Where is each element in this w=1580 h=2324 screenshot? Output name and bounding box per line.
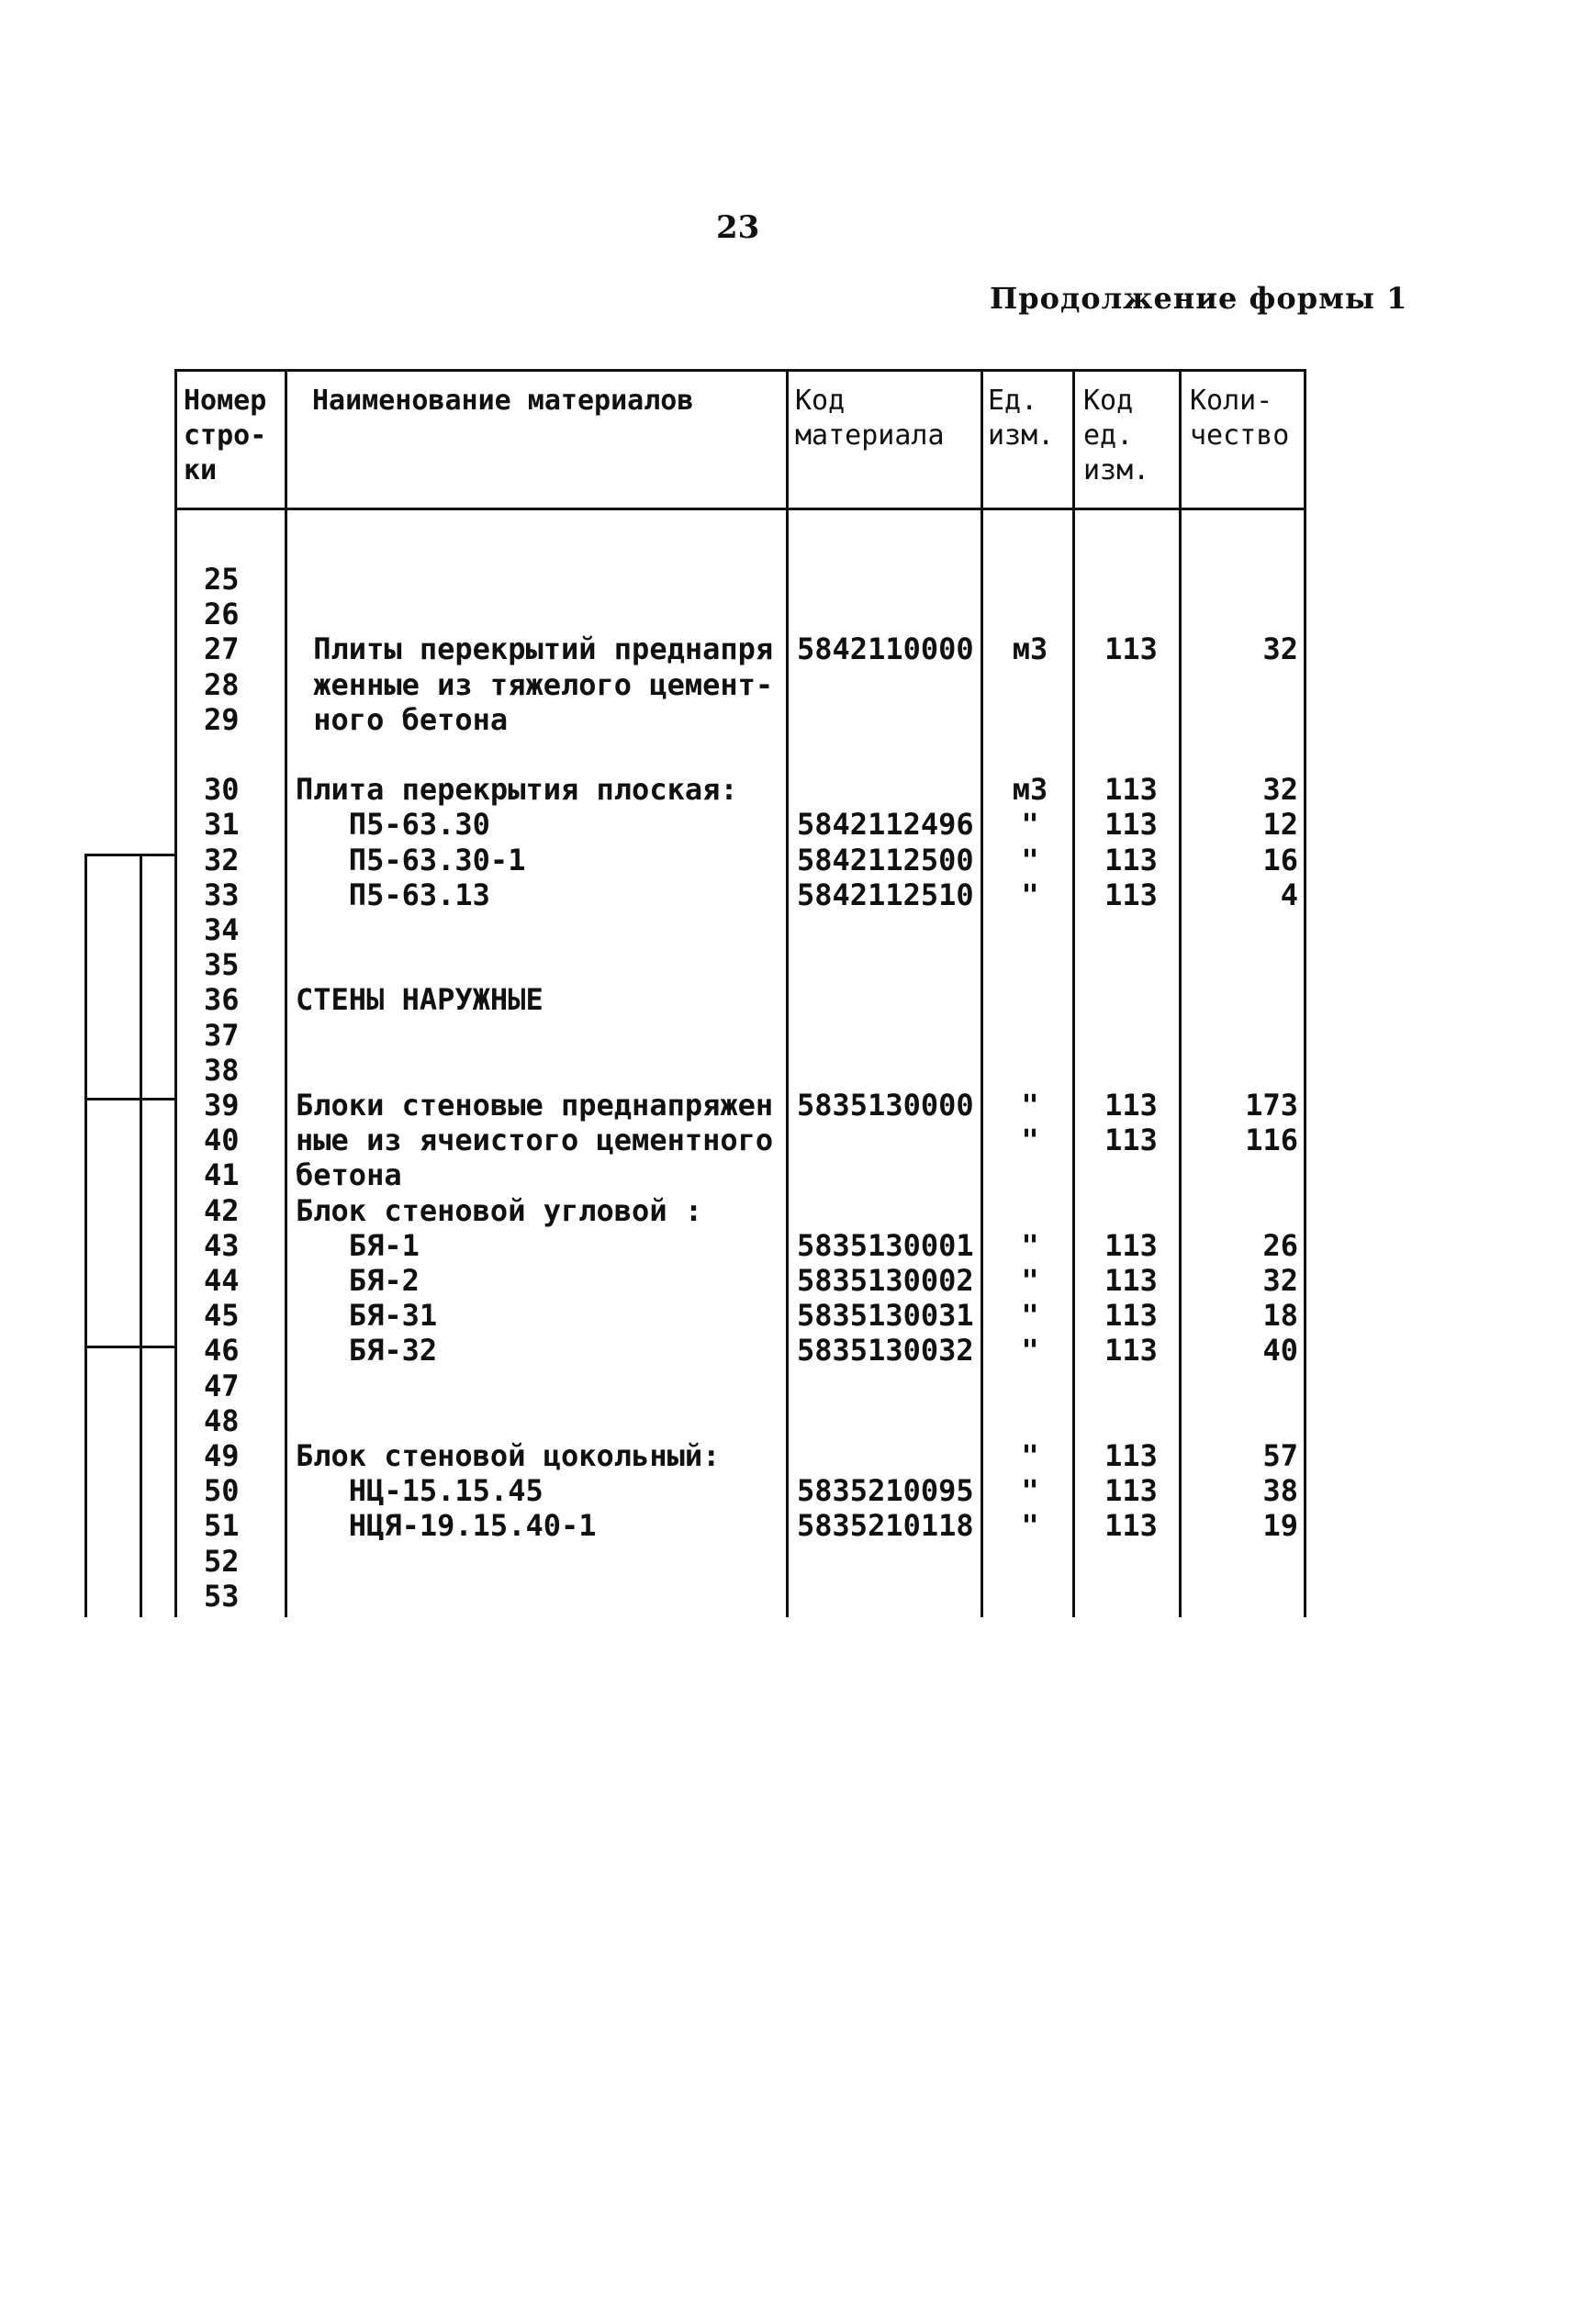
row-number-cell: 41 — [204, 1157, 240, 1192]
row-number-cell: 42 — [204, 1193, 240, 1228]
row-number-cell: 46 — [204, 1333, 240, 1368]
table-row — [0, 1403, 1580, 1438]
row-number-cell: 26 — [204, 597, 240, 631]
table-row — [0, 1053, 1580, 1088]
row-number-cell: 52 — [204, 1544, 240, 1579]
quantity-cell: 32 — [1262, 631, 1298, 666]
material-name-cell: БЯ-1 — [296, 1228, 420, 1263]
row-number-cell: 32 — [204, 843, 240, 877]
header-unit: Ед. изм. — [988, 385, 1055, 452]
header-material-code: Код материала — [795, 385, 945, 452]
table-row — [0, 702, 1580, 737]
material-name-cell: женные из тяжелого цемент- — [296, 667, 774, 702]
material-name-cell: БЯ-32 — [296, 1333, 438, 1368]
unit-cell: " — [1021, 1508, 1039, 1543]
row-number-cell: 53 — [204, 1579, 240, 1614]
unit-code-cell: 113 — [1104, 1508, 1158, 1543]
table-row — [0, 947, 1580, 982]
unit-code-cell: 113 — [1104, 1088, 1158, 1123]
table-row — [0, 1579, 1580, 1614]
material-name-cell: П5-63.13 — [296, 877, 490, 912]
quantity-cell: 57 — [1262, 1438, 1298, 1473]
quantity-cell: 4 — [1280, 877, 1298, 912]
header-unit-code: Код ед. изм. — [1083, 385, 1150, 486]
material-code-cell: 5835210118 — [797, 1508, 974, 1543]
unit-cell: " — [1021, 1473, 1039, 1508]
header-name: Наименование материалов — [312, 385, 694, 417]
material-name-cell: Блок стеновой цокольный: — [296, 1438, 721, 1473]
material-name-cell: Блок стеновой угловой : — [296, 1193, 703, 1228]
row-number-cell: 30 — [204, 772, 240, 807]
material-name-cell: СТЕНЫ НАРУЖНЫЕ — [296, 982, 543, 1017]
table-row — [0, 1508, 1580, 1543]
material-name-cell: ного бетона — [296, 702, 509, 737]
header-row-number: Номер стро- ки — [184, 385, 267, 486]
table-row — [0, 843, 1580, 877]
table-row — [0, 597, 1580, 631]
table-row — [0, 1333, 1580, 1368]
table-row — [0, 562, 1580, 597]
material-name-cell: П5-63.30 — [296, 807, 490, 842]
material-code-cell: 5835210095 — [797, 1473, 974, 1508]
row-number-cell: 36 — [204, 982, 240, 1017]
material-code-cell: 5842110000 — [797, 631, 974, 666]
unit-code-cell: 113 — [1104, 1228, 1158, 1263]
material-name-cell: НЦЯ-19.15.40-1 — [296, 1508, 597, 1543]
row-number-cell: 38 — [204, 1053, 240, 1088]
table-row — [0, 737, 1580, 772]
row-number-cell: 28 — [204, 667, 240, 702]
row-number-cell: 39 — [204, 1088, 240, 1123]
table-row — [0, 1369, 1580, 1403]
table-row — [0, 1544, 1580, 1579]
unit-cell: " — [1021, 843, 1039, 877]
table-row — [0, 1123, 1580, 1157]
material-name-cell: НЦ-15.15.45 — [296, 1473, 543, 1508]
row-number-cell: 35 — [204, 947, 240, 982]
row-number-cell: 37 — [204, 1018, 240, 1053]
quantity-cell: 38 — [1262, 1473, 1298, 1508]
material-code-cell: 5842112496 — [797, 807, 974, 842]
unit-cell: " — [1021, 1088, 1039, 1123]
table-row — [0, 982, 1580, 1017]
quantity-cell: 16 — [1262, 843, 1298, 877]
table-row — [0, 1438, 1580, 1473]
row-number-cell: 50 — [204, 1473, 240, 1508]
row-number-cell: 43 — [204, 1228, 240, 1263]
unit-code-cell: 113 — [1104, 877, 1158, 912]
material-code-cell: 5835130032 — [797, 1333, 974, 1368]
quantity-cell: 32 — [1262, 772, 1298, 807]
unit-code-cell: 113 — [1104, 1298, 1158, 1333]
quantity-cell: 26 — [1262, 1228, 1298, 1263]
material-code-cell: 5835130000 — [797, 1088, 974, 1123]
table-top-border — [174, 369, 1305, 372]
table-row — [0, 912, 1580, 947]
row-number-cell: 27 — [204, 631, 240, 666]
unit-cell: м3 — [1012, 772, 1048, 807]
material-code-cell: 5835130002 — [797, 1263, 974, 1298]
material-name-cell: БЯ-31 — [296, 1298, 438, 1333]
table-row — [0, 1263, 1580, 1298]
row-number-cell: 40 — [204, 1123, 240, 1157]
quantity-cell: 40 — [1262, 1333, 1298, 1368]
table-row — [0, 1473, 1580, 1508]
row-number-cell: 29 — [204, 702, 240, 737]
material-name-cell: Блоки стеновые преднапряжен — [296, 1088, 774, 1123]
unit-code-cell: 113 — [1104, 1263, 1158, 1298]
table-row — [0, 1193, 1580, 1228]
row-number-cell: 49 — [204, 1438, 240, 1473]
material-name-cell: Плиты перекрытий преднапря — [296, 631, 774, 666]
material-name-cell: бетона — [296, 1157, 402, 1192]
row-number-cell: 48 — [204, 1403, 240, 1438]
unit-code-cell: 113 — [1104, 631, 1158, 666]
row-number-cell: 34 — [204, 912, 240, 947]
table-row — [0, 1298, 1580, 1333]
row-number-cell: 31 — [204, 807, 240, 842]
page-number: 23 — [716, 209, 760, 246]
material-code-cell: 5842112500 — [797, 843, 974, 877]
quantity-cell: 12 — [1262, 807, 1298, 842]
material-name-cell: Плита перекрытия плоская: — [296, 772, 738, 807]
unit-cell: " — [1021, 1298, 1039, 1333]
unit-code-cell: 113 — [1104, 1438, 1158, 1473]
material-name-cell: БЯ-2 — [296, 1263, 420, 1298]
table-row — [0, 807, 1580, 842]
material-code-cell: 5835130001 — [797, 1228, 974, 1263]
row-number-cell: 45 — [204, 1298, 240, 1333]
material-code-cell: 5835130031 — [797, 1298, 974, 1333]
unit-code-cell: 113 — [1104, 1123, 1158, 1157]
quantity-cell: 116 — [1245, 1123, 1298, 1157]
quantity-cell: 18 — [1262, 1298, 1298, 1333]
table-row — [0, 631, 1580, 666]
unit-cell: " — [1021, 877, 1039, 912]
unit-code-cell: 113 — [1104, 772, 1158, 807]
row-number-cell: 25 — [204, 562, 240, 597]
unit-cell: " — [1021, 1228, 1039, 1263]
table-row — [0, 1088, 1580, 1123]
material-name-cell: ные из ячеистого цементного — [296, 1123, 774, 1157]
header-separator — [174, 508, 1305, 510]
continuation-title: Продолжение формы 1 — [990, 281, 1408, 316]
unit-code-cell: 113 — [1104, 807, 1158, 842]
header-quantity: Коли- чество — [1190, 385, 1290, 452]
unit-code-cell: 113 — [1104, 843, 1158, 877]
quantity-cell: 32 — [1262, 1263, 1298, 1298]
table-row — [0, 1157, 1580, 1192]
table-row — [0, 667, 1580, 702]
unit-cell: " — [1021, 1263, 1039, 1298]
material-code-cell: 5842112510 — [797, 877, 974, 912]
unit-cell: " — [1021, 1333, 1039, 1368]
unit-code-cell: 113 — [1104, 1333, 1158, 1368]
unit-cell: " — [1021, 1438, 1039, 1473]
table-row — [0, 772, 1580, 807]
row-number-cell: 51 — [204, 1508, 240, 1543]
material-name-cell: П5-63.30-1 — [296, 843, 526, 877]
quantity-cell: 19 — [1262, 1508, 1298, 1543]
row-number-cell: 47 — [204, 1369, 240, 1403]
unit-cell: " — [1021, 1123, 1039, 1157]
unit-cell: м3 — [1012, 631, 1048, 666]
table-row — [0, 877, 1580, 912]
table-row — [0, 1228, 1580, 1263]
row-number-cell: 33 — [204, 877, 240, 912]
row-number-cell: 44 — [204, 1263, 240, 1298]
quantity-cell: 173 — [1245, 1088, 1298, 1123]
unit-code-cell: 113 — [1104, 1473, 1158, 1508]
unit-cell: " — [1021, 807, 1039, 842]
table-row — [0, 1018, 1580, 1053]
